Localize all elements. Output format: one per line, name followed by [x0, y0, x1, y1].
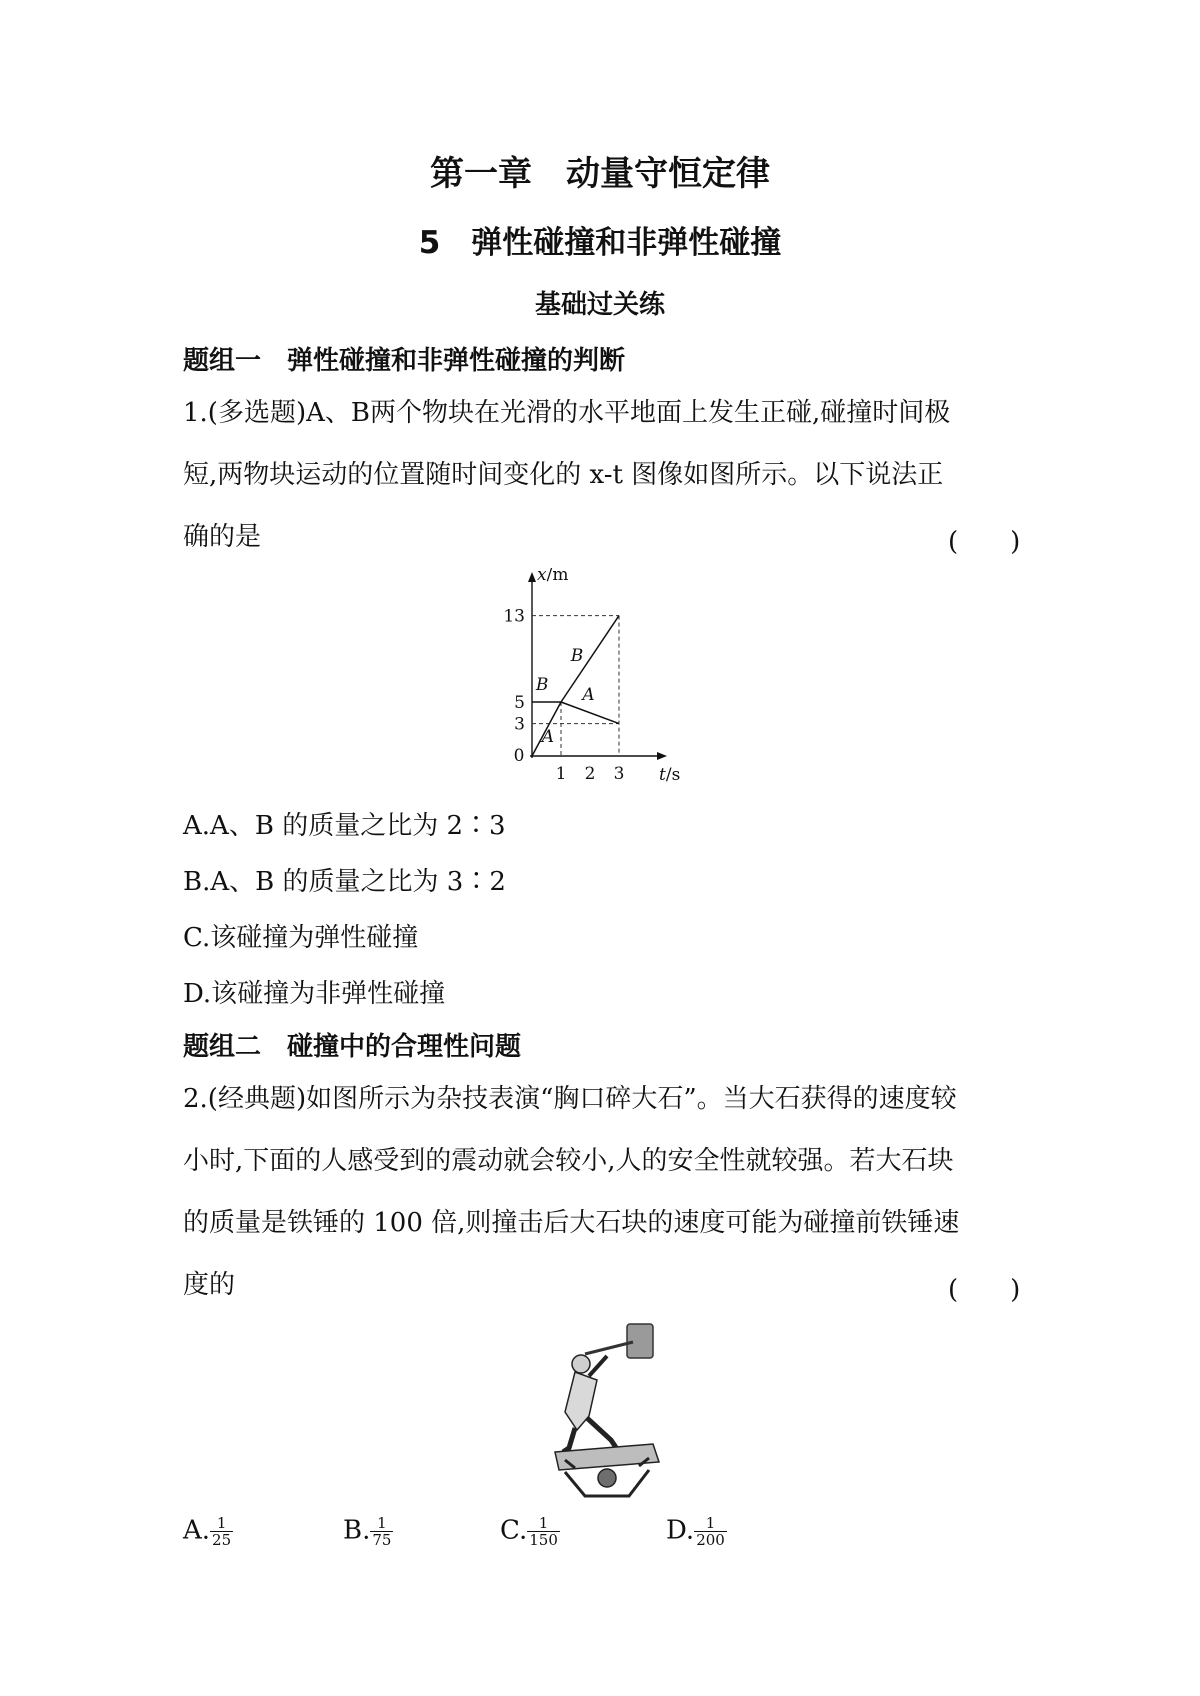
- fraction-denominator: 25: [212, 1531, 232, 1549]
- fraction-numerator: 1: [210, 1515, 233, 1532]
- question-1-answer-blank: ( ): [948, 527, 1021, 557]
- option-letter: B.: [343, 1515, 371, 1546]
- series-label-B-3: B: [570, 645, 584, 666]
- question-2-option-d: [666, 1515, 727, 1548]
- question-2-line-1: 2.(经典题)如图所示为杂技表演“胸口碎大石”。当大石获得的速度较: [183, 1084, 957, 1114]
- question-1-option-a: A.A、B 的质量之比为 2∶3: [183, 811, 506, 841]
- series-label-A-0: A: [541, 726, 555, 747]
- stone-smashing-illustration: [545, 1320, 670, 1500]
- question-1-option-d: D.该碰撞为非弹性碰撞: [183, 979, 446, 1009]
- fraction-numerator: 1: [370, 1515, 393, 1532]
- x-axis-arrow: [657, 752, 667, 760]
- y-axis-label: x/m: [537, 568, 569, 585]
- question-2-line-3: 的质量是铁锤的 100 倍,则撞击后大石块的速度可能为碰撞前铁锤速: [183, 1208, 960, 1238]
- question-1-line-1: 1.(多选题)A、B两个物块在光滑的水平地面上发生正碰,碰撞时间极: [183, 398, 951, 428]
- question-2-answer-blank: ( ): [948, 1275, 1021, 1305]
- question-2-line-2: 小时,下面的人感受到的震动就会较小,人的安全性就较强。若大石块: [183, 1146, 954, 1176]
- x-axis-label: t/s: [659, 765, 681, 785]
- group1-title: 题组一 弹性碰撞和非弹性碰撞的判断: [183, 346, 626, 376]
- lesson-title: 5 弹性碰撞和非弹性碰撞: [418, 225, 782, 261]
- x-tick-label: 2: [584, 764, 596, 784]
- chart-plot-area: [503, 568, 680, 785]
- fraction: [370, 1515, 393, 1548]
- question-2-option-c: [500, 1515, 560, 1548]
- fraction: [527, 1515, 560, 1548]
- fraction-numerator: 1: [694, 1515, 727, 1532]
- y-tick-label: 3: [514, 714, 525, 735]
- x-tick-label: 3: [613, 764, 625, 784]
- section-title: 基础过关练: [534, 290, 665, 320]
- question-1-line-2: 短,两物块运动的位置随时间变化的 x-t 图像如图所示。以下说法正: [183, 460, 944, 490]
- x-tick-label: 0: [513, 746, 525, 766]
- question-1-option-c: C.该碰撞为弹性碰撞: [183, 923, 419, 953]
- group2-title: 题组二 碰撞中的合理性问题: [183, 1032, 522, 1062]
- question-2-option-b: [343, 1515, 393, 1548]
- y-tick-label: 13: [503, 606, 525, 627]
- series-label-A-2: A: [582, 684, 595, 705]
- option-letter: D.: [666, 1515, 695, 1546]
- series-label-B-1: B: [535, 675, 549, 696]
- fraction-denominator: 200: [696, 1531, 725, 1549]
- fraction-denominator: 150: [529, 1531, 558, 1549]
- question-2-line-4: 度的: [183, 1270, 236, 1300]
- fraction: [210, 1515, 233, 1548]
- xt-chart: [495, 568, 705, 788]
- chapter-title: 第一章 动量守恒定律: [430, 154, 770, 194]
- option-letter: C.: [500, 1515, 528, 1546]
- question-1-option-b: B.A、B 的质量之比为 3∶2: [183, 867, 506, 897]
- x-tick-label: 1: [555, 764, 567, 784]
- question-2-option-a: [183, 1515, 233, 1548]
- fraction: [694, 1515, 727, 1548]
- question-1-line-3: 确的是: [183, 522, 262, 552]
- y-tick-label: 5: [514, 693, 525, 713]
- series-line-A-2: [561, 702, 619, 724]
- option-letter: A.: [183, 1515, 211, 1546]
- y-axis-arrow: [528, 572, 536, 582]
- fraction-denominator: 75: [372, 1531, 392, 1549]
- fraction-numerator: 1: [527, 1515, 560, 1532]
